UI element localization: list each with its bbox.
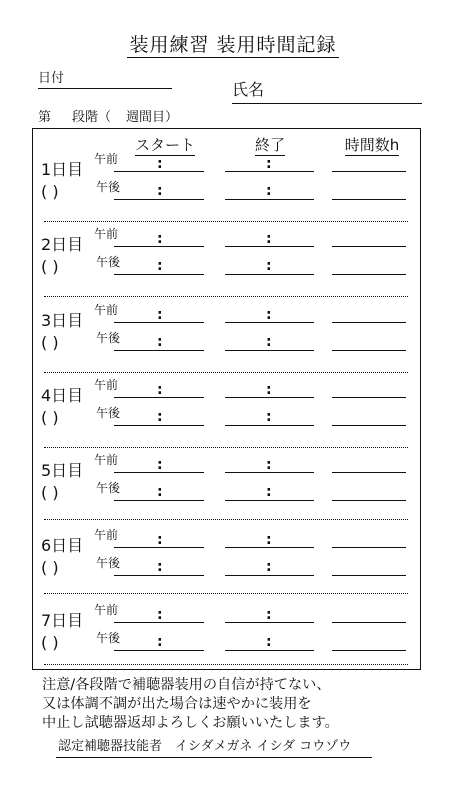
pm-start-field[interactable] — [114, 650, 204, 651]
caution-line-1: 注意/各段階で補聴器装用の自信が持てない、 — [42, 677, 331, 693]
am-label: 午前 — [94, 378, 119, 392]
day-label: 6日目 — [41, 536, 84, 555]
am-end-field[interactable] — [225, 322, 314, 323]
caution-line-2: 又は体調不調が出た場合は速やかに装用を — [42, 696, 312, 712]
colon-separator: : — [157, 183, 163, 199]
pm-start-field[interactable] — [114, 274, 204, 275]
row-divider — [44, 664, 408, 665]
am-start-field[interactable] — [114, 322, 204, 323]
column-header-start: スタート — [134, 136, 195, 154]
colon-separator: : — [266, 409, 272, 425]
day-label: 4日目 — [41, 386, 84, 405]
colon-separator: : — [157, 457, 163, 473]
am-label: 午前 — [94, 152, 119, 166]
pm-end-field[interactable] — [225, 425, 314, 426]
day-date-paren: ( ) — [41, 633, 59, 652]
row-divider — [44, 296, 408, 297]
colon-separator: : — [266, 532, 272, 548]
am-start-field[interactable] — [114, 397, 204, 398]
colon-separator: : — [266, 382, 272, 398]
colon-separator: : — [157, 307, 163, 323]
day-date-paren: ( ) — [41, 558, 59, 577]
am-hours-field[interactable] — [332, 397, 406, 398]
day-row-3 — [32, 303, 421, 380]
colon-separator: : — [266, 484, 272, 500]
day-row-1 — [32, 152, 421, 229]
column-header-hours: 時間数h — [344, 136, 400, 154]
am-end-field[interactable] — [225, 397, 314, 398]
colon-separator: : — [157, 532, 163, 548]
pm-label: 午後 — [96, 331, 121, 345]
colon-separator: : — [157, 334, 163, 350]
am-start-field[interactable] — [114, 472, 204, 473]
day-date-paren: ( ) — [41, 408, 59, 427]
colon-separator: : — [157, 559, 163, 575]
am-label: 午前 — [94, 528, 119, 542]
am-label: 午前 — [94, 453, 119, 467]
pm-label: 午後 — [96, 180, 121, 194]
am-start-field[interactable] — [114, 547, 204, 548]
row-divider — [44, 447, 408, 448]
am-hours-field[interactable] — [332, 322, 406, 323]
caution-line-3: 中止し試聴器返却よろしくお願いいたします。 — [42, 715, 339, 731]
date-label: 日付 — [38, 71, 65, 86]
day-row-7 — [32, 603, 421, 680]
pm-label: 午後 — [96, 631, 121, 645]
am-end-field[interactable] — [225, 472, 314, 473]
row-divider — [44, 519, 408, 520]
colon-separator: : — [266, 307, 272, 323]
am-hours-field[interactable] — [332, 246, 406, 247]
day-label: 2日目 — [41, 235, 84, 254]
colon-separator: : — [157, 409, 163, 425]
colon-separator: : — [266, 231, 272, 247]
am-start-field[interactable] — [114, 171, 204, 172]
day-label: 1日目 — [41, 160, 84, 179]
colon-separator: : — [157, 258, 163, 274]
am-end-field[interactable] — [225, 547, 314, 548]
pm-end-field[interactable] — [225, 500, 314, 501]
am-start-field[interactable] — [114, 622, 204, 623]
signature-underline — [56, 757, 372, 758]
day-row-4 — [32, 378, 421, 455]
pm-hours-field[interactable] — [332, 350, 406, 351]
technician-signature: 認定補聴器技能者 イシダメガネ イシダ コウゾウ — [58, 739, 352, 754]
day-date-paren: ( ) — [41, 333, 59, 352]
colon-separator: : — [266, 156, 272, 172]
name-field[interactable] — [232, 103, 422, 104]
am-label: 午前 — [94, 603, 119, 617]
am-hours-field[interactable] — [332, 622, 406, 623]
column-header-end: 終了 — [254, 136, 285, 154]
colon-separator: : — [266, 457, 272, 473]
row-divider — [44, 221, 408, 222]
am-hours-field[interactable] — [332, 547, 406, 548]
pm-end-field[interactable] — [225, 650, 314, 651]
colon-separator: : — [157, 634, 163, 650]
pm-start-field[interactable] — [114, 575, 204, 576]
day-date-paren: ( ) — [41, 483, 59, 502]
am-end-field[interactable] — [225, 622, 314, 623]
am-label: 午前 — [94, 227, 119, 241]
am-label: 午前 — [94, 303, 119, 317]
day-date-paren: ( ) — [41, 182, 59, 201]
colon-separator: : — [266, 634, 272, 650]
week-label: 週間目） — [126, 110, 179, 125]
form-title-text: 装用練習 装用時間記録 — [129, 34, 337, 56]
colon-separator: : — [266, 334, 272, 350]
row-divider — [44, 593, 408, 594]
day-label: 7日目 — [41, 611, 84, 630]
pm-label: 午後 — [96, 406, 121, 420]
pm-start-field[interactable] — [114, 350, 204, 351]
pm-start-field[interactable] — [114, 500, 204, 501]
colon-separator: : — [266, 258, 272, 274]
pm-start-field[interactable] — [114, 199, 204, 200]
pm-hours-field[interactable] — [332, 650, 406, 651]
stage-label: 段階（ — [72, 110, 112, 125]
day-row-2 — [32, 227, 421, 304]
day-label: 3日目 — [41, 311, 84, 330]
colon-separator: : — [266, 183, 272, 199]
am-end-field[interactable] — [225, 171, 314, 172]
colon-separator: : — [157, 484, 163, 500]
pm-end-field[interactable] — [225, 350, 314, 351]
am-hours-field[interactable] — [332, 472, 406, 473]
pm-start-field[interactable] — [114, 425, 204, 426]
day-date-paren: ( ) — [41, 257, 59, 276]
colon-separator: : — [157, 156, 163, 172]
pm-label: 午後 — [96, 481, 121, 495]
colon-separator: : — [157, 382, 163, 398]
name-label: 氏名 — [232, 80, 265, 99]
colon-separator: : — [266, 559, 272, 575]
colon-separator: : — [157, 231, 163, 247]
pm-hours-field[interactable] — [332, 425, 406, 426]
pm-end-field[interactable] — [225, 274, 314, 275]
am-hours-field[interactable] — [332, 171, 406, 172]
colon-separator: : — [157, 607, 163, 623]
am-start-field[interactable] — [114, 246, 204, 247]
pm-end-field[interactable] — [225, 575, 314, 576]
colon-separator: : — [266, 607, 272, 623]
form-title — [0, 30, 466, 57]
am-end-field[interactable] — [225, 246, 314, 247]
pm-end-field[interactable] — [225, 199, 314, 200]
day-label: 5日目 — [41, 461, 84, 480]
pm-hours-field[interactable] — [332, 575, 406, 576]
pm-label: 午後 — [96, 255, 121, 269]
pm-label: 午後 — [96, 556, 121, 570]
row-divider — [44, 372, 408, 373]
pm-hours-field[interactable] — [332, 199, 406, 200]
caution-note — [42, 676, 442, 733]
stage-prefix: 第 — [38, 110, 52, 125]
date-field[interactable] — [38, 88, 172, 89]
pm-hours-field[interactable] — [332, 500, 406, 501]
pm-hours-field[interactable] — [332, 274, 406, 275]
